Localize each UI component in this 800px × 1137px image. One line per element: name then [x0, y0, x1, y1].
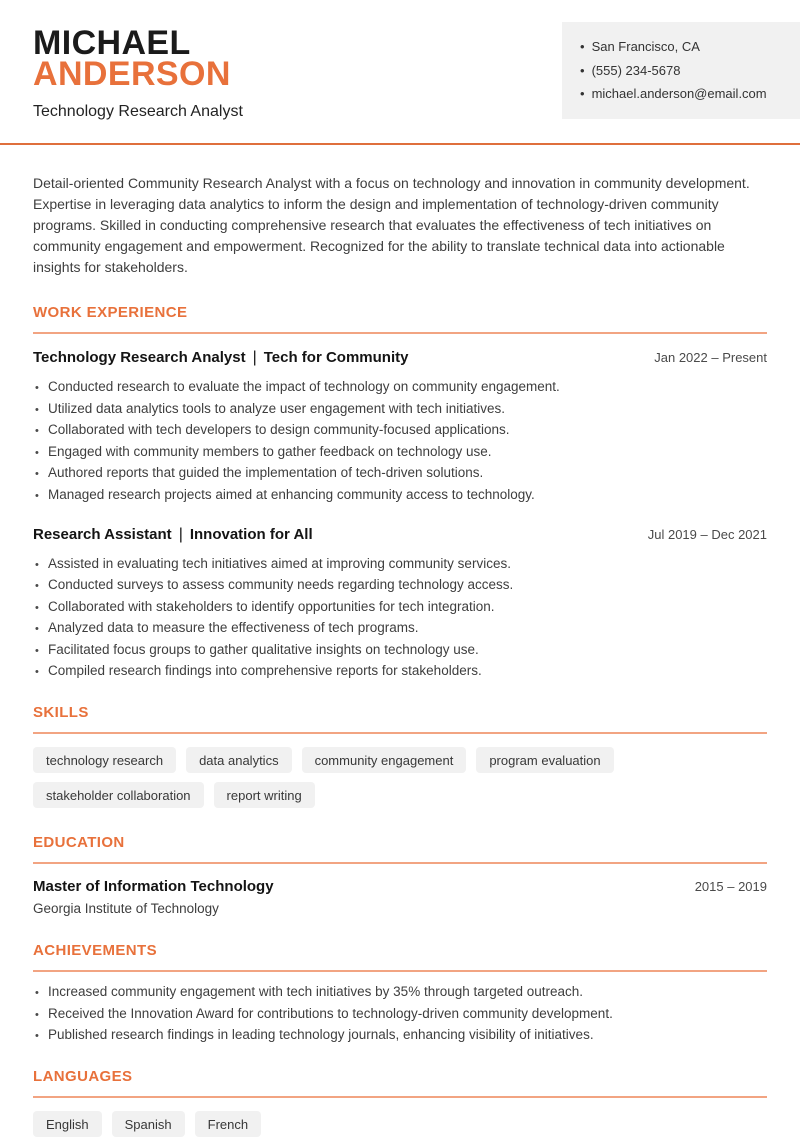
job-1-company: Tech for Community	[263, 349, 409, 366]
job-entry-2	[33, 526, 767, 679]
languages-chips	[33, 1111, 767, 1137]
education-school: Georgia Institute of Technology	[33, 901, 219, 916]
list-item: • Collaborated with tech developers to design community-focused applications.	[33, 423, 767, 437]
contact-location-text: San Francisco, CA	[591, 39, 700, 54]
bullet-icon: •	[580, 86, 585, 101]
job-1-title	[33, 349, 408, 367]
list-item: • Managed research projects aimed at enhancing community access to technology.	[33, 488, 767, 502]
name-first: MICHAEL	[33, 24, 191, 62]
education-header-row	[33, 878, 767, 895]
list-item: • Engaged with community members to gather feedback on technology use.	[33, 445, 767, 459]
pipe-separator: |	[252, 349, 257, 366]
skill-chip: program evaluation	[476, 747, 613, 773]
job-entry-1	[33, 349, 767, 502]
skill-chip: community engagement	[302, 747, 467, 773]
job-2-header	[33, 526, 767, 544]
education-dates: 2015 – 2019	[694, 879, 767, 894]
job-2-title	[33, 526, 313, 544]
contact-phone	[580, 59, 790, 83]
contact-email	[580, 82, 790, 106]
list-item: • Collaborated with stakeholders to identify opportunities for tech integration.	[33, 600, 767, 614]
job-2-bullets	[33, 557, 767, 679]
list-item: • Received the Innovation Award for contributions to technology-driven community development.	[33, 1007, 767, 1021]
section-title-achievements: ACHIEVEMENTS	[33, 942, 157, 959]
language-chip: English	[33, 1111, 102, 1137]
bullet-icon: •	[580, 62, 585, 78]
list-item: • Conducted surveys to assess community needs regarding technology access.	[33, 578, 767, 592]
job-1-bullets	[33, 380, 767, 502]
education-degree: Master of Information Technology	[33, 878, 274, 895]
summary-paragraph: Detail-oriented Community Research Analyst with a focus on technology and innovation in community development. Expertise in leveraging data analytics to inform the design and implementation of technology-driven community programs. Skilled in conducting comprehensive research that evaluates the effectiveness of tech initiatives on community engagement and empowerment. Recognized for the ability to translate technical data into actionable insights for stakeholders.	[33, 175, 750, 275]
skill-chip: report writing	[214, 782, 315, 808]
name-last: ANDERSON	[33, 55, 231, 93]
list-item: • Compiled research findings into comprehensive reports for stakeholders.	[33, 664, 767, 678]
list-item: • Utilized data analytics tools to analyze user engagement with tech initiatives.	[33, 402, 767, 416]
section-title-languages: LANGUAGES	[33, 1068, 133, 1085]
contact-email-text: michael.anderson@email.com	[591, 86, 767, 101]
job-1-dates: Jan 2022 – Present	[654, 350, 767, 365]
section-title-education: EDUCATION	[33, 834, 125, 851]
job-2-dates: Jul 2019 – Dec 2021	[647, 526, 767, 542]
section-education-header	[33, 834, 767, 864]
section-languages-header	[33, 1068, 767, 1098]
skill-chip: stakeholder collaboration	[33, 782, 204, 808]
job-1-role: Technology Research Analyst	[33, 349, 246, 366]
headline: Technology Research Analyst	[33, 103, 243, 120]
section-work-experience-header	[33, 304, 767, 334]
section-achievements-header	[33, 942, 767, 972]
section-title-skills: SKILLS	[33, 704, 89, 721]
achievements-bullets	[33, 985, 767, 1042]
section-title-work-experience: WORK EXPERIENCE	[33, 304, 188, 321]
education-entry	[33, 878, 767, 916]
pipe-separator: |	[178, 525, 183, 543]
list-item: • Increased community engagement with tech initiatives by 35% through targeted outreach.	[33, 985, 767, 999]
list-item: • Assisted in evaluating tech initiatives aimed at improving community services.	[33, 557, 767, 571]
contact-card	[562, 22, 800, 119]
language-chip: French	[195, 1111, 261, 1137]
job-1-header	[33, 349, 767, 367]
list-item: • Published research findings in leading technology journals, enhancing visibility of initiatives.	[33, 1028, 767, 1042]
resume-content	[0, 173, 800, 1137]
list-item: • Analyzed data to measure the effectiveness of tech programs.	[33, 621, 767, 635]
skill-chip: technology research	[33, 747, 176, 773]
language-chip: Spanish	[112, 1111, 185, 1137]
job-2-role: Research Assistant	[33, 525, 172, 543]
skill-chip: data analytics	[186, 747, 292, 773]
bullet-icon: •	[580, 39, 585, 54]
job-2-company: Innovation for All	[189, 525, 313, 543]
list-item: • Authored reports that guided the implementation of tech-driven solutions.	[33, 466, 767, 480]
list-item: • Facilitated focus groups to gather qualitative insights on technology use.	[33, 643, 767, 657]
section-skills-header	[33, 704, 767, 734]
skills-chips	[33, 747, 767, 808]
header-divider	[0, 143, 800, 145]
contact-location	[580, 35, 790, 59]
list-item: • Conducted research to evaluate the impact of technology on community engagement.	[33, 380, 767, 394]
contact-phone-text: (555) 234-5678	[591, 62, 681, 78]
